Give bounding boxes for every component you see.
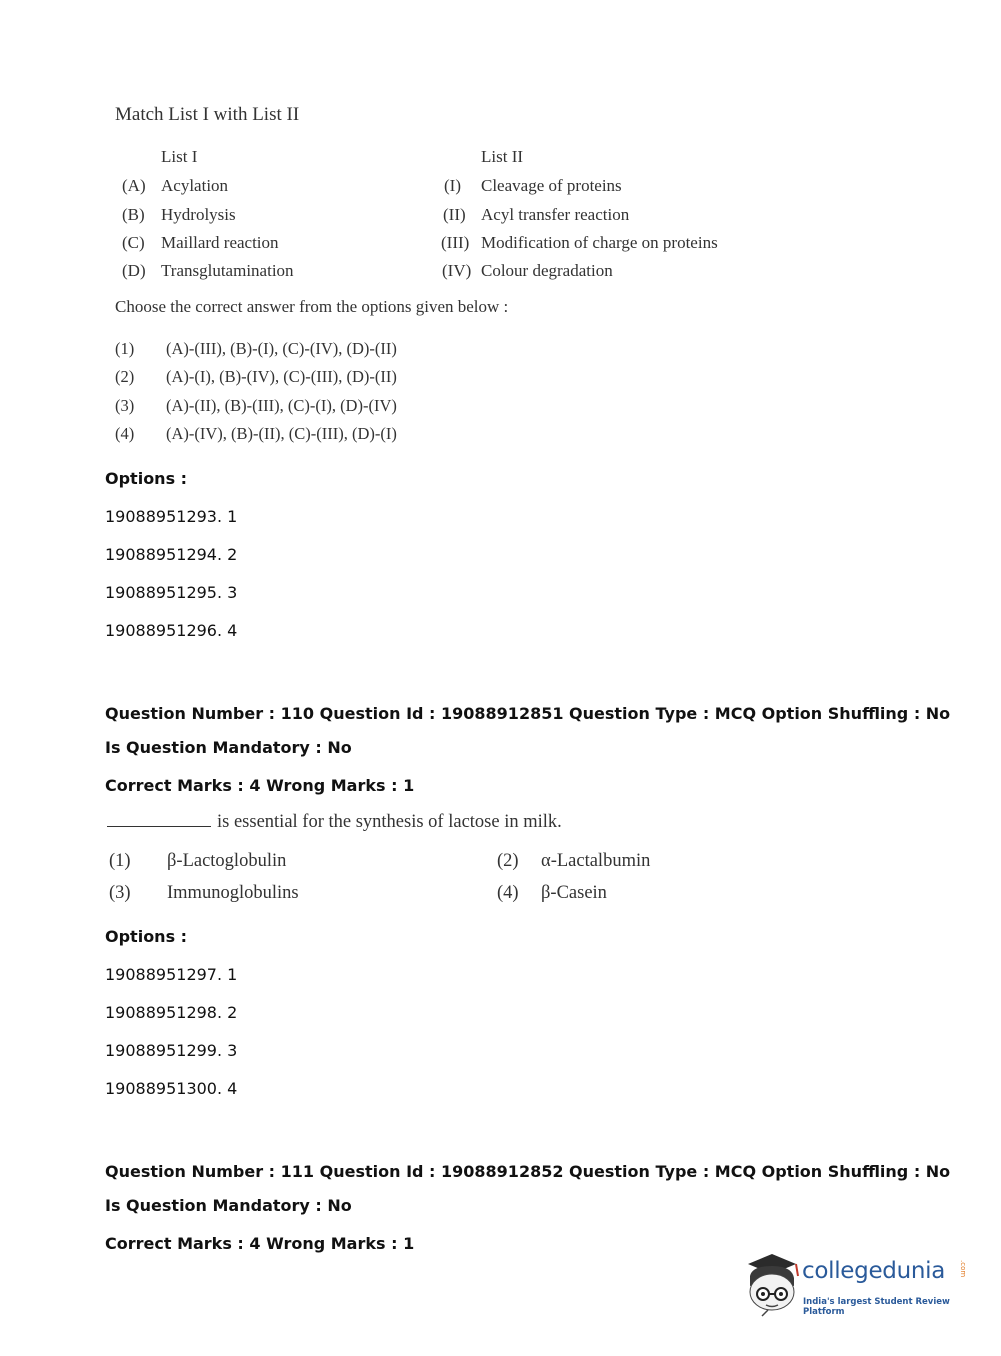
choice-number: (3) — [109, 883, 131, 903]
choice-number: (1) — [109, 851, 131, 871]
option-id: 19088951293. 1 — [105, 507, 238, 526]
list2-header: List II — [481, 147, 524, 166]
options-label: Options : — [105, 927, 188, 946]
list2-key: (I) — [444, 176, 461, 195]
list1-item: Acylation — [161, 176, 229, 195]
answer-number: (4) — [115, 424, 135, 443]
option-id: 19088951296. 4 — [105, 621, 238, 640]
choice-text: β-Lactoglobulin — [167, 851, 287, 871]
q109-heading: Match List I with List II — [115, 104, 300, 125]
list1-item: Transglutamination — [161, 261, 294, 280]
list2-item: Modification of charge on proteins — [481, 233, 718, 252]
option-id: 19088951297. 1 — [105, 965, 238, 984]
mascot-icon — [742, 1250, 802, 1320]
answer-text: (A)-(IV), (B)-(II), (C)-(III), (D)-(I) — [166, 424, 397, 443]
question-marks: Correct Marks : 4 Wrong Marks : 1 — [105, 776, 415, 795]
list2-item: Acyl transfer reaction — [481, 205, 630, 224]
list2-item: Cleavage of proteins — [481, 176, 622, 195]
option-id: 19088951294. 2 — [105, 545, 238, 564]
fill-blank — [107, 812, 211, 827]
list1-key: (C) — [122, 233, 145, 252]
answer-text: (A)-(I), (B)-(IV), (C)-(III), (D)-(II) — [166, 367, 397, 386]
question-meta: Question Number : 111 Question Id : 19088912852 Question Type : MCQ Option Shuffling : No — [105, 1162, 951, 1181]
question-mandatory: Is Question Mandatory : No — [105, 738, 352, 757]
list2-key: (II) — [443, 205, 466, 224]
choice-text: α-Lactalbumin — [541, 851, 651, 871]
option-id: 19088951300. 4 — [105, 1079, 238, 1098]
list1-key: (D) — [122, 261, 146, 280]
list2-item: Colour degradation — [481, 261, 613, 280]
option-id: 19088951298. 2 — [105, 1003, 238, 1022]
question-text — [107, 812, 562, 833]
answer-number: (3) — [115, 396, 135, 415]
question-marks: Correct Marks : 4 Wrong Marks : 1 — [105, 1234, 415, 1253]
logo-suffix: .com — [959, 1260, 967, 1278]
answer-number: (2) — [115, 367, 135, 386]
list2-key: (IV) — [442, 261, 472, 280]
choice-number: (2) — [497, 851, 519, 871]
question-meta: Question Number : 110 Question Id : 19088912851 Question Type : MCQ Option Shuffling : No — [105, 704, 951, 723]
question-text-body: is essential for the synthesis of lactose in milk. — [217, 812, 562, 832]
logo-tagline: India's largest Student Review Platform — [803, 1297, 950, 1317]
list1-item: Hydrolysis — [161, 205, 236, 224]
answer-text: (A)-(II), (B)-(III), (C)-(I), (D)-(IV) — [166, 396, 397, 415]
choice-number: (4) — [497, 883, 519, 903]
choice-text: Immunoglobulins — [167, 883, 299, 903]
answer-text: (A)-(III), (B)-(I), (C)-(IV), (D)-(II) — [166, 339, 397, 358]
option-id: 19088951295. 3 — [105, 583, 238, 602]
list1-key: (A) — [122, 176, 146, 195]
collegedunia-logo — [742, 1250, 972, 1320]
list1-header: List I — [161, 147, 198, 166]
choice-text: β-Casein — [541, 883, 607, 903]
answer-number: (1) — [115, 339, 135, 358]
list1-key: (B) — [122, 205, 145, 224]
list1-item: Maillard reaction — [161, 233, 279, 252]
question-mandatory: Is Question Mandatory : No — [105, 1196, 352, 1215]
choose-instruction: Choose the correct answer from the options given below : — [115, 297, 509, 316]
options-label: Options : — [105, 469, 188, 488]
list2-key: (III) — [441, 233, 470, 252]
option-id: 19088951299. 3 — [105, 1041, 238, 1060]
logo-name: collegedunia — [802, 1258, 946, 1284]
